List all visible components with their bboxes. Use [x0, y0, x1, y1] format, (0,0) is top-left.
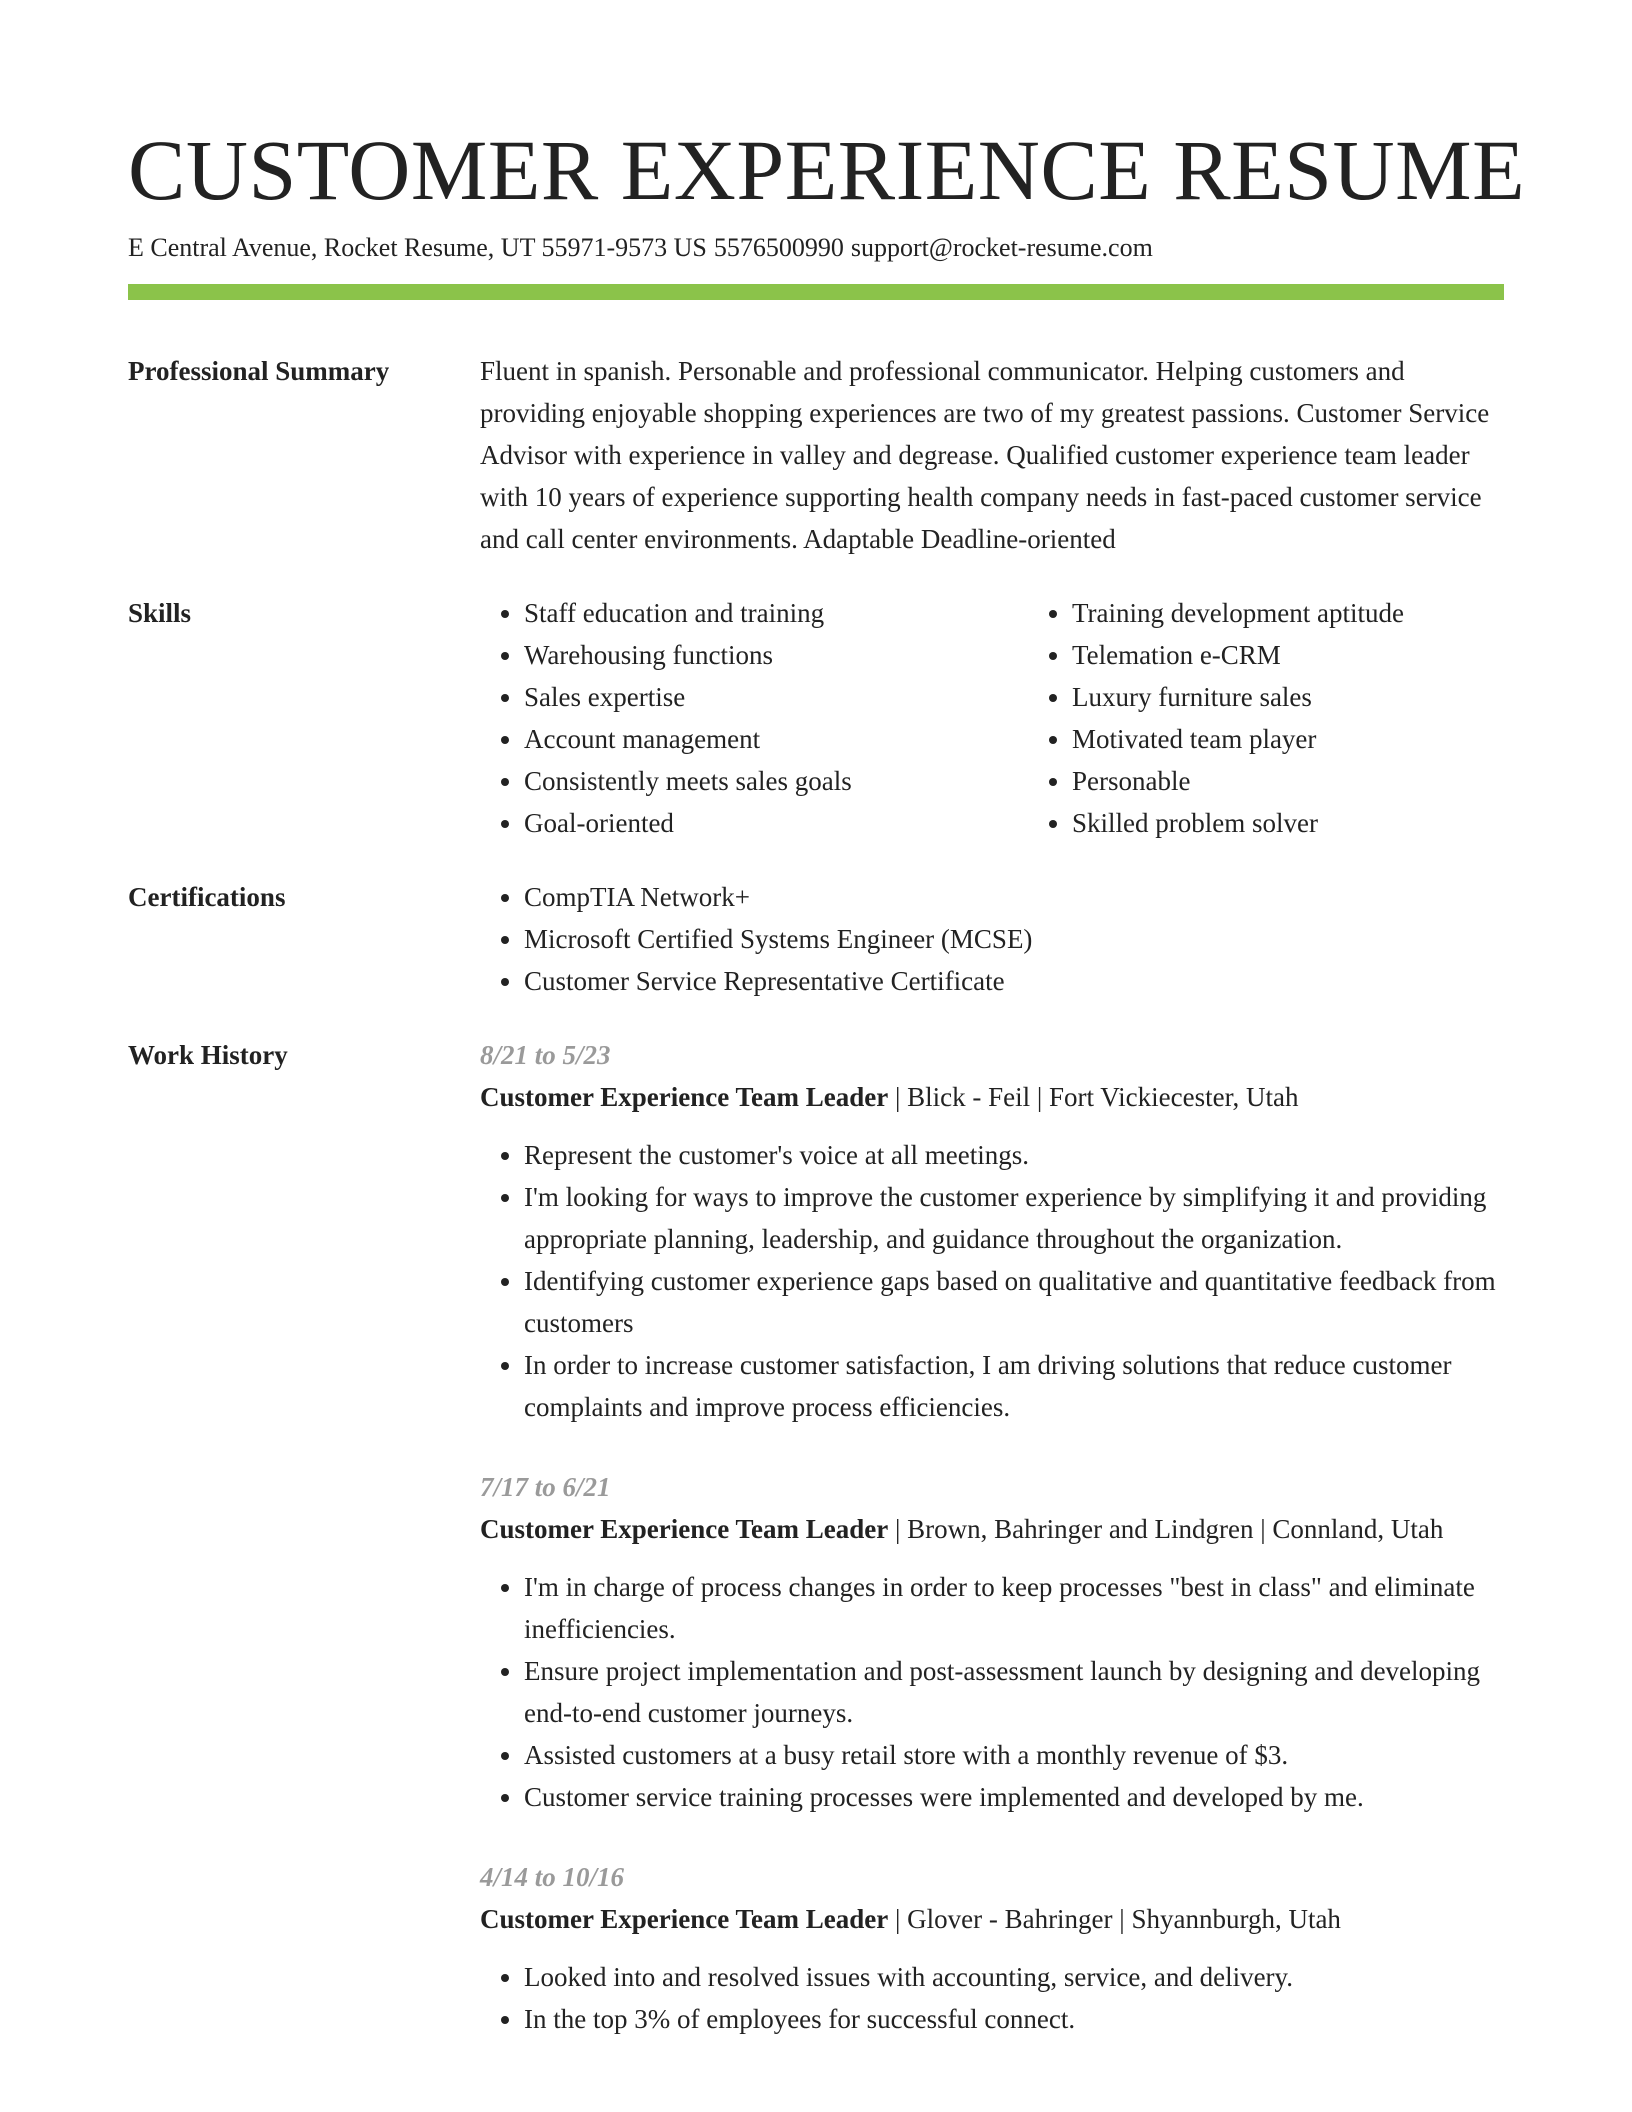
contact-phone: 5576500990 — [713, 233, 844, 262]
work-history-heading: Work History — [128, 1040, 288, 1070]
resume-title: CUSTOMER EXPERIENCE RESUME — [128, 122, 1526, 218]
skill-item: • Sales expertise — [524, 676, 1028, 718]
job-title-line — [480, 1508, 1504, 1550]
contact-address: E Central Avenue, Rocket Resume, UT 55971-9573 US — [128, 233, 707, 262]
job-bullet: • Looked into and resolved issues with accounting, service, and delivery. — [524, 1956, 1504, 1998]
job-dates: 4/14 to 10/16 — [480, 1862, 625, 1892]
job-entry — [480, 1856, 1504, 2040]
summary-section — [128, 350, 1504, 560]
skill-item: • Goal-oriented — [524, 802, 1028, 844]
job-bullets — [480, 1566, 1504, 1818]
job-bullets — [480, 1956, 1504, 2040]
job-title: Customer Experience Team Leader — [480, 1082, 889, 1112]
job-title-line — [480, 1898, 1504, 1940]
certifications-section — [128, 876, 1504, 1002]
certifications-list — [480, 876, 1504, 1002]
skill-item: • Personable — [1072, 760, 1576, 802]
summary-heading: Professional Summary — [128, 356, 390, 386]
job-bullet: • In the top 3% of employees for successful connect. — [524, 1998, 1504, 2040]
header-divider — [128, 284, 1504, 300]
job-bullet: • Represent the customer's voice at all meetings. — [524, 1134, 1504, 1176]
work-history-section — [128, 1034, 1504, 2078]
summary-text: Fluent in spanish. Personable and professional communicator. Helping customers and providing enjoyable shopping experiences are two of my greatest passions. Customer Service Advisor with experience in valley and degrease. Qualified customer experience team leader with 10 years of experience supporting health company needs in fast-paced customer service and call center environments. Adaptable Deadline-oriented — [480, 356, 1490, 554]
job-title: Customer Experience Team Leader — [480, 1904, 889, 1934]
job-bullet: • In order to increase customer satisfaction, I am driving solutions that reduce customer complaints and improve process efficiencies. — [524, 1344, 1504, 1428]
skill-item: • Account management — [524, 718, 1028, 760]
job-bullet: • Customer service training processes were implemented and developed by me. — [524, 1776, 1504, 1818]
job-bullet: • I'm in charge of process changes in order to keep processes "best in class" and eliminate inefficiencies. — [524, 1566, 1504, 1650]
skill-item: • Skilled problem solver — [1072, 802, 1576, 844]
certification-item: • Customer Service Representative Certificate — [524, 960, 1504, 1002]
skill-item: • Staff education and training — [524, 592, 1028, 634]
skill-item: • Luxury furniture sales — [1072, 676, 1576, 718]
certification-item: • CompTIA Network+ — [524, 876, 1504, 918]
job-bullet: • Ensure project implementation and post-assessment launch by designing and developing end-to-end customer journeys. — [524, 1650, 1504, 1734]
skill-item: • Telemation e-CRM — [1072, 634, 1576, 676]
job-bullet: • Identifying customer experience gaps based on qualitative and quantitative feedback from customers — [524, 1260, 1504, 1344]
job-dates: 8/21 to 5/23 — [480, 1040, 611, 1070]
skill-item: • Motivated team player — [1072, 718, 1576, 760]
skills-list-left — [480, 592, 1028, 844]
contact-email: support@rocket-resume.com — [850, 233, 1153, 262]
skills-heading: Skills — [128, 598, 192, 628]
job-details: | Blick - Feil | Fort Vickiecester, Utah — [888, 1082, 1299, 1112]
certification-item: • Microsoft Certified Systems Engineer (MCSE) — [524, 918, 1504, 960]
job-title: Customer Experience Team Leader — [480, 1514, 889, 1544]
skill-item: • Warehousing functions — [524, 634, 1028, 676]
skill-item: • Consistently meets sales goals — [524, 760, 1028, 802]
job-bullet: • Assisted customers at a busy retail store with a monthly revenue of $3. — [524, 1734, 1504, 1776]
job-details: | Glover - Bahringer | Shyannburgh, Utah — [888, 1904, 1341, 1934]
job-bullet: • I'm looking for ways to improve the customer experience by simplifying it and providing appropriate planning, leadership, and guidance throughout the organization. — [524, 1176, 1504, 1260]
job-entry — [480, 1466, 1504, 1818]
job-dates: 7/17 to 6/21 — [480, 1472, 611, 1502]
contact-line — [128, 232, 1504, 264]
job-bullets — [480, 1134, 1504, 1428]
skills-section — [128, 592, 1504, 844]
job-details: | Brown, Bahringer and Lindgren | Connland, Utah — [888, 1514, 1444, 1544]
skills-list-right — [1028, 592, 1576, 844]
skill-item: • Training development aptitude — [1072, 592, 1576, 634]
job-title-line — [480, 1076, 1504, 1118]
resume-page — [128, 120, 1526, 2078]
job-entry — [480, 1034, 1504, 1428]
certifications-heading: Certifications — [128, 882, 286, 912]
